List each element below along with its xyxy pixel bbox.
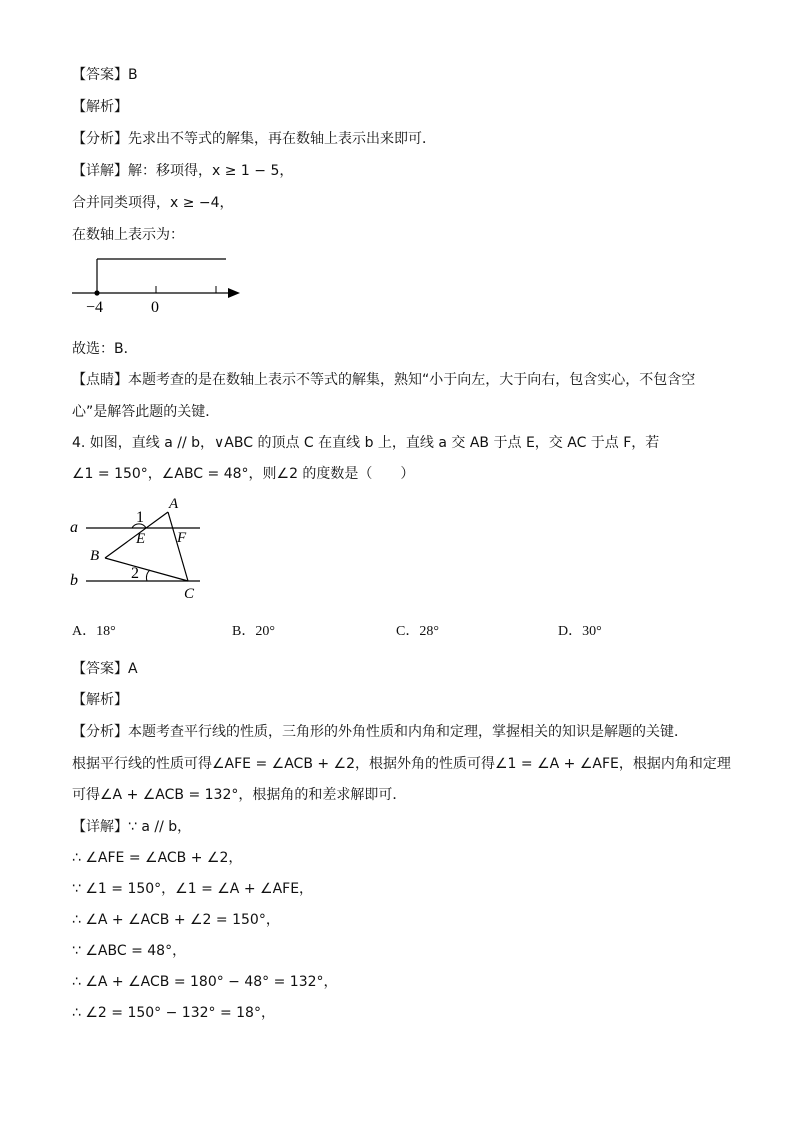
label-b: b <box>70 572 78 589</box>
geometry-figure <box>68 492 208 604</box>
number-line-figure <box>66 250 256 320</box>
choice-line: 故选：B． <box>72 341 138 357</box>
option-d: D．30° <box>558 624 602 639</box>
analysis-text-4: 可得∠A + ∠ACB = 132°，根据角的和差求解即可． <box>72 787 407 803</box>
detail-2-step-1: 【详解】∵ a // b， <box>72 819 192 835</box>
analysis-text-2: 【分析】本题考查平行线的性质，三角形的外角性质和内角和定理，掌握相关的知识是解题的关键． <box>72 724 688 740</box>
detail-2-step-4: ∴ ∠A + ∠ACB + ∠2 = 150°， <box>72 912 280 928</box>
label-a: a <box>70 519 78 536</box>
option-b: B．20° <box>232 624 275 639</box>
label-minus-four: −4 <box>86 299 104 316</box>
question-4-line-2: ∠1 = 150°，∠ABC = 48°，则∠2 的度数是（ ） <box>72 466 415 482</box>
option-a: A．18° <box>72 624 116 639</box>
detail-2-step-7: ∴ ∠2 = 150° − 132° = 18°， <box>72 1005 275 1021</box>
solid-point <box>94 290 99 295</box>
detail-2-step-5: ∵ ∠ABC = 48°， <box>72 943 187 959</box>
analysis-heading-2: 【解析】 <box>72 692 128 708</box>
angle-2-arc <box>146 570 150 581</box>
detail-2-step-6: ∴ ∠A + ∠ACB = 180° − 48° = 132°， <box>72 974 338 990</box>
detail-step-1: 【详解】解：移项得，x ≥ 1 − 5， <box>72 163 294 179</box>
analysis-heading: 【解析】 <box>72 99 128 115</box>
segment-ac <box>168 512 188 581</box>
analysis-text: 【分析】先求出不等式的解集，再在数轴上表示出来即可． <box>72 131 436 147</box>
label-angle-1: 1 <box>136 509 144 526</box>
detail-step-2: 合并同类项得，x ≥ −4， <box>72 195 234 211</box>
comment-line-1: 【点睛】本题考查的是在数轴上表示不等式的解集，熟知“小于向左，大于向右，包含实心，不包含空 <box>72 372 696 388</box>
label-point-c: C <box>184 586 195 602</box>
analysis-text-3: 根据平行线的性质可得∠AFE = ∠ACB + ∠2，根据外角的性质可得∠1 = ∠A + ∠AFE，根据内角和定理 <box>72 756 731 772</box>
number-line-arrow <box>228 288 240 298</box>
label-angle-2: 2 <box>131 565 139 582</box>
number-line-intro: 在数轴上表示为： <box>72 227 184 243</box>
answer-heading: 【答案】B <box>72 67 138 83</box>
label-point-a: A <box>169 496 179 512</box>
label-zero: 0 <box>151 299 159 316</box>
question-4-line-1: 4. 如图，直线 a // b，∨ABC 的顶点 C 在直线 b 上，直线 a 交 AB 于点 E，交 AC 于点 F，若 <box>72 435 660 451</box>
detail-2-step-2: ∴ ∠AFE = ∠ACB + ∠2， <box>72 850 243 866</box>
comment-line-2: 心”是解答此题的关键． <box>72 404 220 420</box>
option-c: C．28° <box>396 624 439 639</box>
label-point-b: B <box>90 548 100 564</box>
label-point-f: F <box>177 530 187 546</box>
label-point-e: E <box>136 531 146 547</box>
detail-2-step-3: ∵ ∠1 = 150°，∠1 = ∠A + ∠AFE， <box>72 881 314 897</box>
answer-heading-2: 【答案】A <box>72 661 138 677</box>
